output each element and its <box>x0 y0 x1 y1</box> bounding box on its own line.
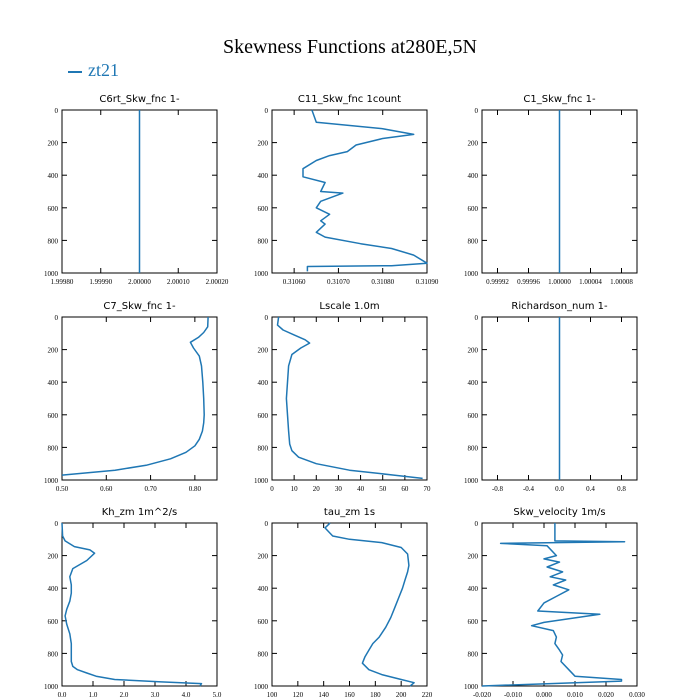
x-tick-label: 0 <box>270 485 274 493</box>
y-tick-label: 600 <box>47 617 58 626</box>
y-tick-label: 400 <box>467 379 478 388</box>
y-tick-label: 200 <box>257 346 268 355</box>
y-tick-label: 0 <box>474 314 478 322</box>
y-tick-label: 1000 <box>44 270 58 278</box>
x-tick-label: 40 <box>357 485 365 493</box>
plot-frame <box>272 317 427 480</box>
y-tick-label: 600 <box>467 411 478 420</box>
x-tick-label: 180 <box>370 691 381 699</box>
x-tick-label: 100 <box>266 691 278 699</box>
x-tick-label: 0.000 <box>536 691 552 699</box>
y-tick-label: 400 <box>257 379 268 388</box>
subplot-7 <box>44 507 222 699</box>
y-tick-label: 600 <box>47 204 58 213</box>
series-line-zt21 <box>62 317 208 475</box>
x-tick-label: 4.0 <box>181 691 191 699</box>
subplot-title: C1_Skw_fnc 1- <box>523 94 596 105</box>
y-tick-label: 0 <box>474 520 478 528</box>
y-tick-label: 1000 <box>464 683 478 691</box>
x-tick-label: 1.99990 <box>89 278 113 286</box>
subplot-title: C11_Skw_fnc 1count <box>297 94 402 105</box>
plot-frame <box>482 523 637 686</box>
y-tick-label: 0 <box>264 520 268 528</box>
plot-frame <box>62 317 217 480</box>
x-tick-label: -0.8 <box>491 485 504 493</box>
x-tick-label: 0.99996 <box>517 278 540 286</box>
y-tick-label: 200 <box>257 552 268 561</box>
subplot-2 <box>254 94 439 286</box>
y-tick-label: 800 <box>467 444 478 453</box>
x-tick-label: -0.020 <box>472 691 492 699</box>
plot-frame <box>272 523 427 686</box>
x-tick-label: 220 <box>421 691 433 699</box>
subplot-1 <box>44 94 229 286</box>
y-tick-label: 1000 <box>464 270 478 278</box>
x-tick-label: 0.4 <box>586 485 595 493</box>
y-tick-label: 200 <box>47 139 58 148</box>
x-tick-label: 0.0 <box>57 691 67 699</box>
y-tick-label: 1000 <box>254 683 268 691</box>
y-tick-label: 200 <box>257 139 268 148</box>
x-tick-label: 2.00010 <box>166 278 190 286</box>
x-tick-label: -0.4 <box>522 485 535 493</box>
x-tick-label: 0.80 <box>188 485 201 493</box>
x-tick-label: 0.31060 <box>282 278 306 286</box>
x-tick-label: 2.00020 <box>205 278 229 286</box>
subplot-title: Richardson_num 1- <box>511 301 608 312</box>
x-tick-label: 0.60 <box>100 485 113 493</box>
subplot-8 <box>254 507 433 699</box>
x-tick-label: 0.030 <box>629 691 645 699</box>
x-tick-label: 1.00008 <box>610 278 633 286</box>
y-tick-label: 600 <box>257 617 268 626</box>
x-tick-label: 120 <box>292 691 304 699</box>
y-tick-label: 800 <box>47 650 58 659</box>
x-tick-label: 0.31080 <box>371 278 395 286</box>
series-line-zt21 <box>62 523 202 686</box>
y-tick-label: 400 <box>47 172 58 181</box>
x-tick-label: 0.31090 <box>415 278 439 286</box>
subplot-title: Kh_zm 1m^2/s <box>101 507 178 518</box>
x-tick-label: 1.99980 <box>50 278 74 286</box>
series-line-zt21 <box>278 317 423 478</box>
series-line-zt21 <box>325 523 414 686</box>
subplot-9 <box>464 507 645 699</box>
subplot-6 <box>464 301 637 493</box>
y-tick-label: 200 <box>467 139 478 148</box>
x-tick-label: 200 <box>395 691 407 699</box>
y-tick-label: 600 <box>257 411 268 420</box>
y-tick-label: 800 <box>47 237 58 246</box>
y-tick-label: 800 <box>467 237 478 246</box>
y-tick-label: 800 <box>467 650 478 659</box>
y-tick-label: 200 <box>467 346 478 355</box>
y-tick-label: 400 <box>257 585 268 594</box>
x-tick-label: 1.00004 <box>579 278 602 286</box>
x-tick-label: 70 <box>423 485 431 493</box>
subplot-5 <box>254 301 431 493</box>
x-tick-label: -0.010 <box>503 691 523 699</box>
series-line-zt21 <box>303 110 427 271</box>
figure-title: Skewness Functions at280E,5N <box>223 36 477 58</box>
series-line-zt21 <box>482 523 625 686</box>
x-tick-label: 0.010 <box>567 691 583 699</box>
y-tick-label: 1000 <box>254 270 268 278</box>
x-tick-label: 2.0 <box>119 691 129 699</box>
y-tick-label: 200 <box>47 552 58 561</box>
x-tick-label: 2.00000 <box>128 278 151 286</box>
plot-frame <box>272 110 427 273</box>
y-tick-label: 0 <box>54 314 58 322</box>
x-tick-label: 140 <box>318 691 329 699</box>
x-tick-label: 1.00000 <box>548 278 571 286</box>
subplot-4 <box>44 301 217 493</box>
y-tick-label: 0 <box>474 107 478 115</box>
y-tick-label: 0 <box>264 107 268 115</box>
x-tick-label: 5.0 <box>212 691 222 699</box>
y-tick-label: 1000 <box>44 477 58 485</box>
y-tick-label: 600 <box>467 204 478 213</box>
y-tick-label: 1000 <box>44 683 58 691</box>
plot-frame <box>62 523 217 686</box>
subplot-title: C7_Skw_fnc 1- <box>103 301 176 312</box>
y-tick-label: 400 <box>47 585 58 594</box>
x-tick-label: 0.31070 <box>327 278 350 286</box>
y-tick-label: 600 <box>257 204 268 213</box>
y-tick-label: 800 <box>257 237 268 246</box>
subplot-3 <box>464 94 637 286</box>
y-tick-label: 0 <box>54 520 58 528</box>
legend-label: zt21 <box>88 60 119 80</box>
x-tick-label: 30 <box>334 485 342 493</box>
x-tick-label: 0.50 <box>55 485 69 493</box>
y-tick-label: 600 <box>47 411 58 420</box>
x-tick-label: 60 <box>401 485 409 493</box>
x-tick-label: 3.0 <box>150 691 160 699</box>
y-tick-label: 400 <box>47 379 58 388</box>
y-tick-label: 200 <box>47 346 58 355</box>
x-tick-label: 0.8 <box>617 485 626 493</box>
x-tick-label: 0.99992 <box>486 278 509 286</box>
y-tick-label: 400 <box>467 585 478 594</box>
y-tick-label: 800 <box>257 650 268 659</box>
y-tick-label: 800 <box>257 444 268 453</box>
y-tick-label: 400 <box>467 172 478 181</box>
y-tick-label: 200 <box>467 552 478 561</box>
y-tick-label: 400 <box>257 172 268 181</box>
subplot-title: Skw_velocity 1m/s <box>513 507 606 518</box>
x-tick-label: 160 <box>344 691 355 699</box>
y-tick-label: 600 <box>467 617 478 626</box>
x-tick-label: 0.020 <box>598 691 614 699</box>
x-tick-label: 1.0 <box>88 691 98 699</box>
y-tick-label: 0 <box>54 107 58 115</box>
subplot-title: C6rt_Skw_fnc 1- <box>99 94 180 105</box>
subplot-title: Lscale 1.0m <box>319 301 380 312</box>
subplot-title: tau_zm 1s <box>323 507 376 518</box>
y-tick-label: 1000 <box>464 477 478 485</box>
x-tick-label: 0.0 <box>555 485 564 493</box>
y-tick-label: 800 <box>47 444 58 453</box>
x-tick-label: 50 <box>379 485 387 493</box>
x-tick-label: 10 <box>290 485 298 493</box>
y-tick-label: 0 <box>264 314 268 322</box>
y-tick-label: 1000 <box>254 477 268 485</box>
x-tick-label: 20 <box>312 485 320 493</box>
x-tick-label: 0.70 <box>144 485 157 493</box>
